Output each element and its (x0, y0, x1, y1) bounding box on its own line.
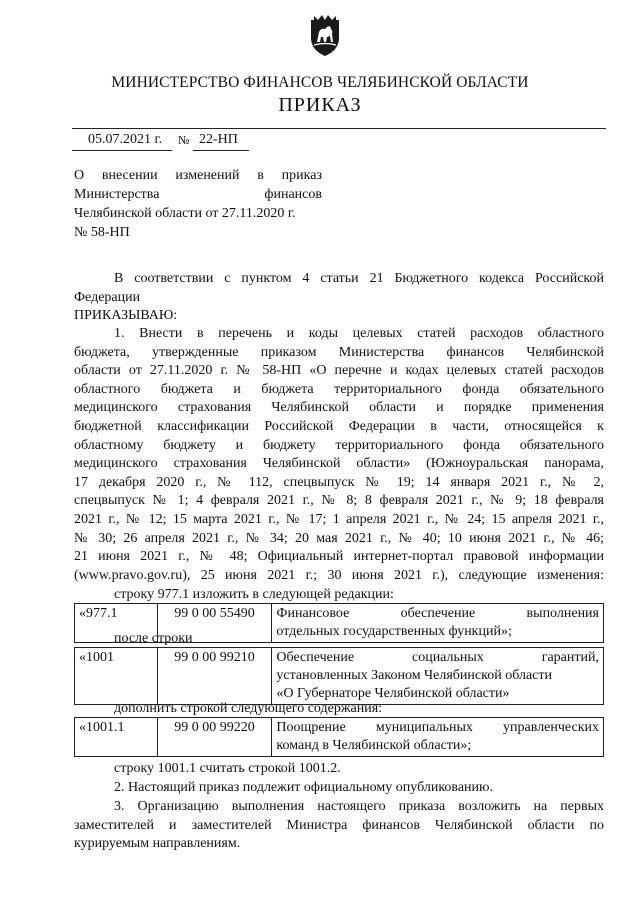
date-underline (72, 150, 172, 151)
table-row (75, 718, 604, 757)
preamble-line: Федерации (74, 289, 141, 305)
item-3-line: курируемым направлениям. (74, 836, 241, 852)
instruction-add: дополнить строкой следующего содержания: (114, 701, 383, 716)
row-code: «977.1 (75, 604, 158, 643)
item-1-line: № 30; 26 апреля 2021 г., № 34; 20 мая 2021 г., № 40; 10 июня 2021 г., № 46; (74, 530, 604, 546)
subject-line: О внесении изменений в приказ (74, 168, 322, 183)
chelyabinsk-coat-of-arms-icon (305, 12, 345, 58)
item-1-line: бюджета, утвержденные приказом Министерства финансов Челябинской (74, 344, 604, 360)
row-kbk: 99 0 00 55490 (157, 604, 272, 643)
subject-line: Министерства финансов (74, 187, 322, 202)
document-type-title: ПРИКАЗ (278, 94, 362, 116)
item-2: 2. Настоящий приказ подлежит официальному опубликованию. (114, 780, 493, 795)
orders-heading: ПРИКАЗЫВАЮ: (74, 308, 178, 323)
instruction-after: после строки (114, 631, 193, 646)
ministry-name: МИНИСТЕРСТВО ФИНАНСОВ ЧЕЛЯБИНСКОЙ ОБЛАСТИ (111, 74, 529, 91)
preamble (74, 270, 604, 307)
instruction-renumber: строку 1001.1 считать строкой 1001.2. (114, 761, 341, 776)
row-description-line: установленных Законом Челябинской области (276, 668, 552, 683)
item-1-line: областному бюджету и бюджету территориального фонда обязательного (74, 437, 604, 453)
item-1-line: области от 27.11.2020 г. № 58-НП «О перечне и кодах целевых статей расходов (74, 363, 604, 379)
header-divider (72, 128, 606, 129)
row-description-line: «О Губернаторе Челябинской области» (276, 686, 510, 701)
item-3 (74, 798, 604, 854)
item-1-line: бюджетной классификации Российской Федерации в части, относящейся к (74, 418, 604, 434)
item-1-line: 17 декабря 2020 г., № 112, спецвыпуск № 19; 14 января 2021 г., № 2, (74, 474, 604, 490)
item-3-line: 3. Организацию выполнения настоящего приказа возложить на первых (114, 799, 604, 814)
table-row (75, 648, 604, 705)
item-1 (74, 325, 604, 585)
preamble-line: В соответствии с пунктом 4 статьи 21 Бюджетного кодекса Российской (114, 271, 604, 286)
row-table-2 (74, 647, 604, 705)
row-description (272, 648, 604, 705)
item-1-line: 2021 г., № 12; 15 марта 2021 г., № 17; 1 апреля 2021 г., № 24; 15 апреля 2021 г., (74, 511, 604, 527)
item-1-line: медицинского страхования Челябинской области» (Южноуральская панорама, (74, 456, 604, 472)
order-number: 22-НП (199, 132, 238, 147)
number-sign: № (178, 133, 190, 147)
item-1-line: 1. Внести в перечень и коды целевых статей расходов областного (114, 326, 604, 341)
order-subject (74, 166, 322, 242)
item-1-line: областного бюджета и бюджета территориального фонда обязательного (74, 381, 604, 397)
subject-line: Челябинской области от 27.11.2020 г. (74, 206, 296, 221)
item-1-line: (www.pravo.gov.ru), 25 июня 2021 г.; 30 июня 2021 г.), следующие изменения: (74, 567, 604, 583)
row-kbk: 99 0 00 99220 (157, 718, 272, 757)
item-1-line: спецвыпуск № 1; 4 февраля 2021 г., № 8; 8 февраля 2021 г., № 9; 18 февраля (74, 493, 604, 509)
row-code: «1001.1 (75, 718, 158, 757)
row-kbk: 99 0 00 99210 (157, 648, 272, 705)
row-description-line: Поощрение муниципальных управленческих (276, 720, 599, 735)
row-table-3 (74, 717, 604, 757)
row-description-line: команд в Челябинской области»; (276, 738, 472, 753)
item-1-line: 21 июня 2021 г., № 48; Официальный интернет-портал правовой информации (74, 549, 604, 565)
subject-line: № 58-НП (74, 225, 130, 240)
instruction-replace: строку 977.1 изложить в следующей редакции: (114, 587, 394, 602)
row-description-line: Обеспечение социальных гарантий, (276, 650, 599, 665)
item-1-line: медицинского страхования Челябинской области и порядке применения (74, 400, 604, 416)
number-underline (193, 150, 249, 151)
row-code: «1001 (75, 648, 158, 705)
row-description (272, 718, 604, 757)
row-description-line: отдельных государственных функций»; (276, 624, 512, 639)
item-3-line: заместителей и заместителей Министра финансов Челябинской области по (74, 817, 604, 833)
row-description-line: Финансовое обеспечение выполнения (276, 606, 599, 621)
order-date: 05.07.2021 г. (88, 132, 163, 147)
